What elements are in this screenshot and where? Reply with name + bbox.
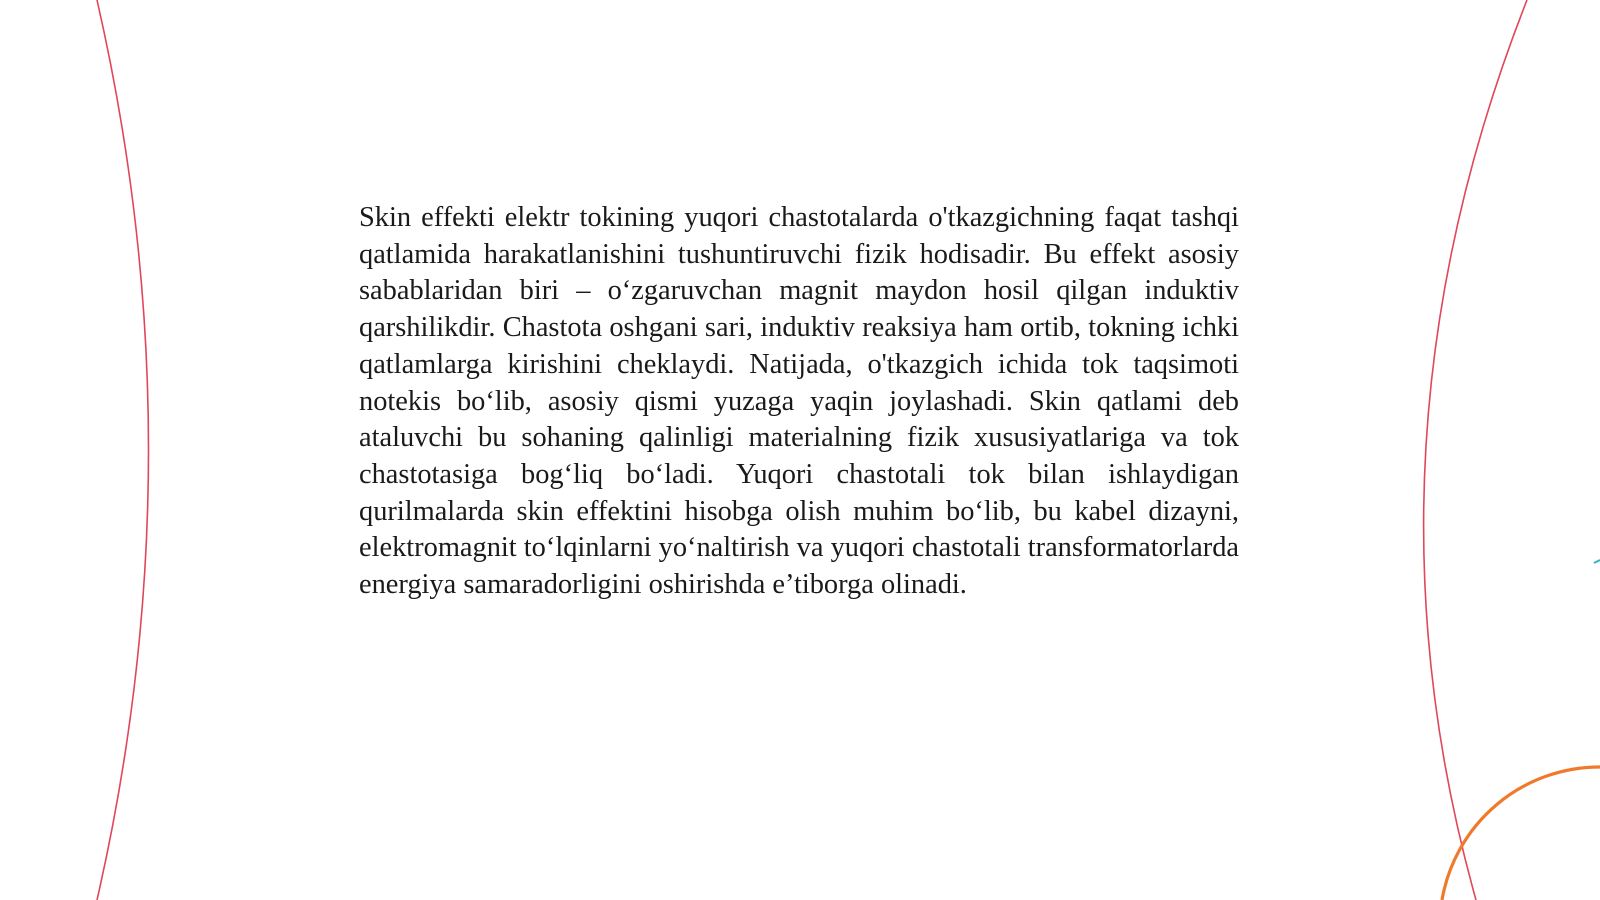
corner-decorative-arc: [1442, 767, 1600, 900]
body-paragraph: Skin effekti elektr tokining yuqori chastotalarda o'tkazgichning faqat tashqi qatlamida harakatlanishini tushuntiruvchi fizik hodisadir. Bu effekt asosiy sabablaridan biri – o‘zgaruvchan magnit maydon hosil qilgan induktiv qarshilikdir. Chastota oshgani sari, induktiv reaksiya ham ortib, tokning ichki qatlamlarga kirishini cheklaydi. Natijada, o'tkazgich ichida tok taqsimoti notekis bo‘lib, asosiy qismi yuzaga yaqin joylashadi. Skin qatlami deb ataluvchi bu sohaning qalinligi materialning fizik xususiyatlariga va tok chastotasiga bog‘liq bo‘ladi. Yuqori chastotali tok bilan ishlaydigan qurilmalarda skin effektini hisobga olish muhim bo‘lib, bu kabel dizayni, elektromagnit to‘lqinlarni yo‘naltirish va yuqori chastotali transformatorlarda energiya samaradorligini oshirishda e’tiborga olinadi.: [359, 202, 1239, 601]
edge-accent-mark: [1594, 560, 1600, 563]
left-decorative-arc: [97, 0, 149, 900]
right-decorative-arc: [1424, 0, 1527, 900]
